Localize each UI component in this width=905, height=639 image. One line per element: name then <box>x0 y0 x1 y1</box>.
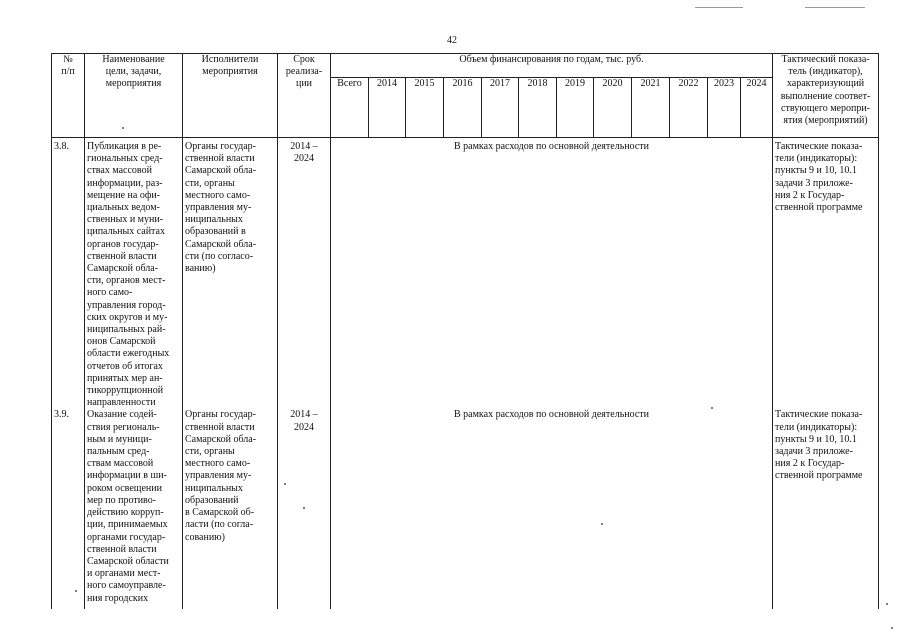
scan-speck <box>284 483 286 485</box>
header-year: 2017 <box>482 78 519 138</box>
scan-speck <box>122 127 124 129</box>
table-row <box>52 138 879 410</box>
row-executors: Органы государ- ственной власти Самарской обла- сти, органы местного само- управления му- ниципальных образований в Самарской об- ласти (по согла- сованию) <box>183 409 278 609</box>
row-term: 2014 – 2024 <box>278 409 331 609</box>
header-term: Срок реализа- ции <box>278 54 331 138</box>
scan-speck <box>303 507 305 509</box>
scan-edge-line <box>805 7 865 8</box>
scan-speck <box>75 590 77 592</box>
header-year: 2023 <box>708 78 741 138</box>
row-name: Публикация в ре- гиональных сред- ствах массовой информации, раз- мещение на офи- циальных ведом- ственных и муни- ципальных сайтах органов государ- ственной власти Самарской обла- сти, органов мест- ного само- управления город- ских округов и му- ниципальных рай- онов Самарской области ежегодных отчетов об итогах принятых мер ан- тикоррупционной направленности <box>85 138 183 410</box>
measures-table <box>51 53 879 609</box>
row-num: 3.9. <box>52 409 85 609</box>
scan-speck <box>601 523 603 525</box>
row-funding: В рамках расходов по основной деятельности <box>454 141 650 152</box>
header-year: 2015 <box>406 78 444 138</box>
header-executors: Исполнители мероприятия <box>183 54 278 138</box>
header-year: 2022 <box>670 78 708 138</box>
row-executors: Органы государ- ственной власти Самарской обла- сти, органы местного само- управления му- ниципальных образований в Самарской обла- сти (по согласо- ванию) <box>183 138 278 410</box>
header-year: 2016 <box>444 78 482 138</box>
header-year: 2021 <box>632 78 670 138</box>
header-year: 2019 <box>557 78 594 138</box>
header-year: 2018 <box>519 78 557 138</box>
row-name: Оказание содей- ствия региональ- ным и муници- пальным сред- ствам массовой информации в ши- роком освещении мер по противо- действию корруп- ции, принимаемых органами государ- ственной власти Самарской области и органами мест- ного самоуправле- ния городских <box>85 409 183 609</box>
scan-speck <box>886 603 888 605</box>
header-year: 2020 <box>594 78 632 138</box>
row-term: 2014 – 2024 <box>278 138 331 410</box>
row-num: 3.8. <box>52 138 85 410</box>
page-number: 42 <box>447 35 457 46</box>
header-indicator: Тактический показа- тель (индикатор), характеризующий выполнение соответ- ствующего меропри- ятия (мероприятий) <box>773 54 879 138</box>
header-funding: Объем финансирования по годам, тыс. руб. <box>331 54 773 78</box>
header-name: Наименование цели, задачи, мероприятия <box>85 54 183 138</box>
header-num: № п/п <box>52 54 85 138</box>
header-year: 2014 <box>369 78 406 138</box>
scan-edge-line <box>695 7 743 8</box>
row-indicator: Тактические показа- тели (индикаторы): пункты 9 и 10, 10.1 задачи 3 приложе- ния 2 к Государ- ственной программе <box>773 138 879 410</box>
row-funding: В рамках расходов по основной деятельности <box>454 409 650 421</box>
scan-speck <box>711 407 713 409</box>
row-indicator: Тактические показа- тели (индикаторы): пункты 9 и 10, 10.1 задачи 3 приложе- ния 2 к Государ- ственной программе <box>773 409 879 609</box>
header-year: 2024 <box>741 78 773 138</box>
table-row <box>52 409 879 609</box>
scan-speck <box>891 627 893 629</box>
header-year-total: Всего <box>331 78 369 138</box>
